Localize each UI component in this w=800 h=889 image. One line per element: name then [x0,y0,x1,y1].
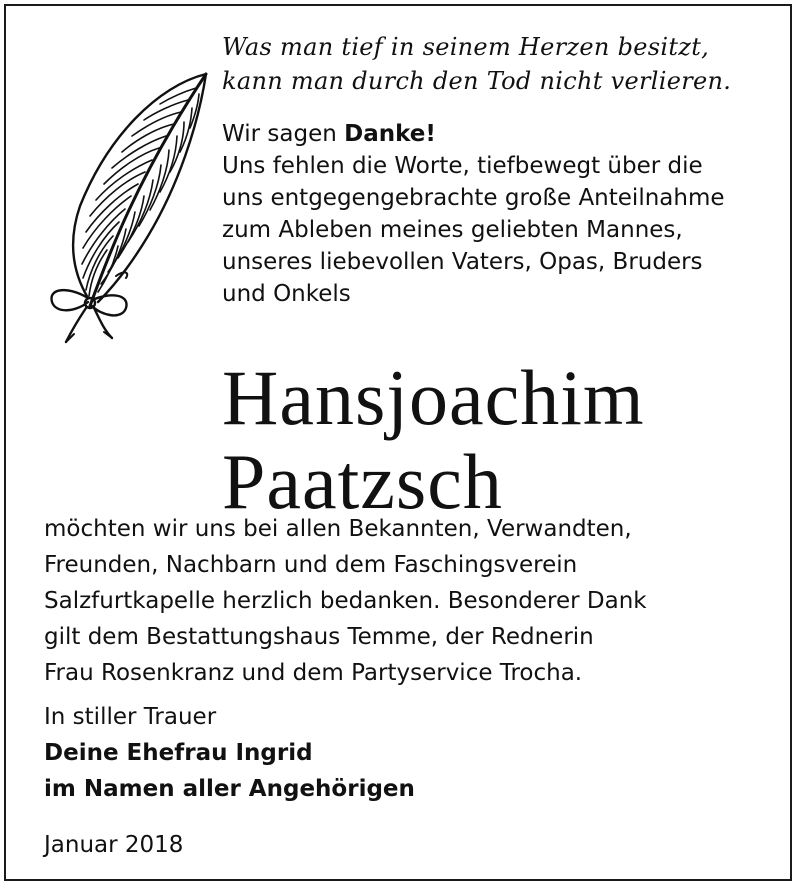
thanks-paragraph [222,118,782,310]
deceased-first-name: Hansjoachim [222,354,645,441]
body-line: gilt dem Bestattungshaus Temme, der Rednerin [44,624,594,650]
thanks-intro-prefix: Wir sagen [222,121,345,147]
thanks-intro [222,118,782,150]
signature-block [44,699,744,807]
signature-line-2: im Namen aller Angehörigen [44,776,415,802]
deceased-last-name: Paatzsch [222,438,503,525]
memorial-quote [222,30,762,98]
thanks-line: uns entgegengebrachte große Anteilnahme [222,185,725,211]
quote-line: kann man durch den Tod nicht verlieren. [222,67,732,95]
signature-line-1: Deine Ehefrau Ingrid [44,740,313,766]
signature-intro: In stiller Trauer [44,704,217,730]
thanks-line: unseres liebevollen Vaters, Opas, Bruders [222,249,703,275]
body-line: möchten wir uns bei allen Bekannten, Verwandten, [44,516,632,542]
thanks-line: zum Ableben meines geliebten Mannes, [222,217,683,243]
feather-icon [38,66,218,346]
thanks-intro-bold: Danke! [344,121,436,147]
thanks-line: Uns fehlen die Worte, tiefbewegt über die [222,153,703,179]
thanks-line: und Onkels [222,281,351,307]
deceased-name [222,356,782,524]
body-line: Freunden, Nachbarn und dem Faschingsverein [44,552,578,578]
quote-line: Was man tief in seinem Herzen besitzt, [222,33,710,61]
body-line: Salzfurtkapelle herzlich bedanken. Besonderer Dank [44,588,647,614]
acknowledgement-paragraph [44,511,784,691]
notice-date: Januar 2018 [44,832,184,858]
body-line: Frau Rosenkranz und dem Partyservice Trocha. [44,660,583,686]
